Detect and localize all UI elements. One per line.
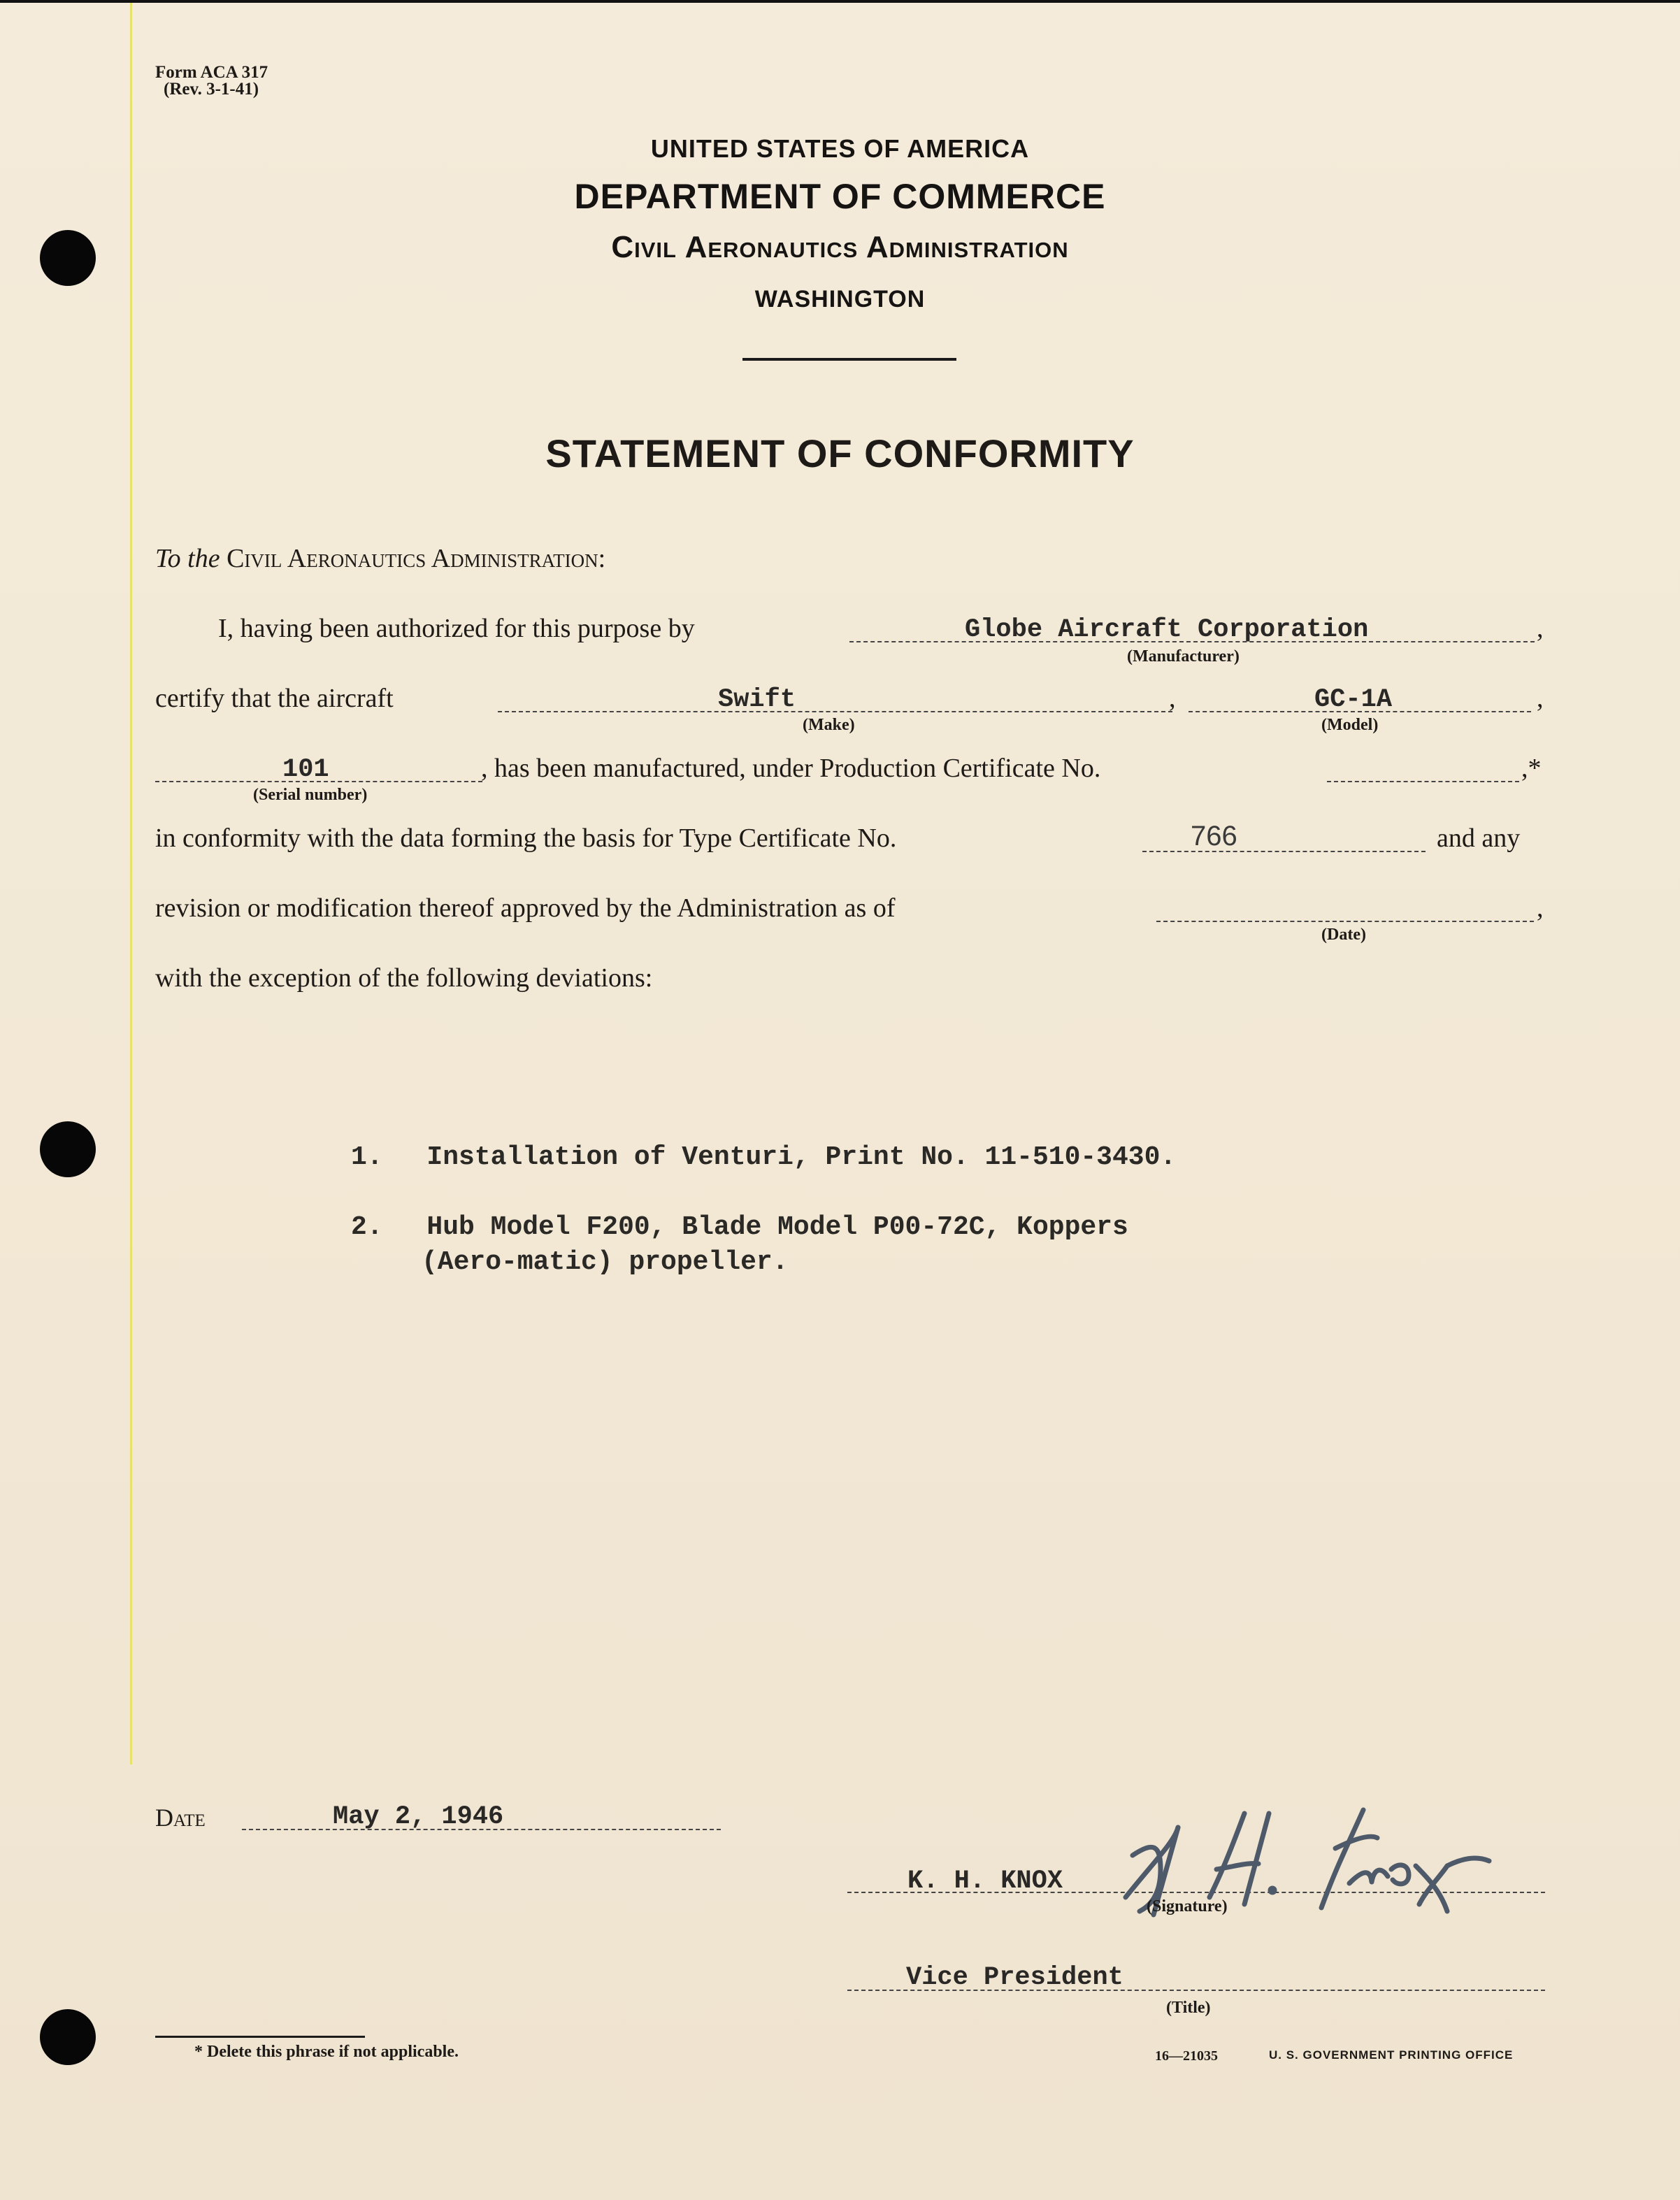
printer-name: U. S. GOVERNMENT PRINTING OFFICE	[1269, 2048, 1514, 2062]
header-city: WASHINGTON	[754, 286, 926, 312]
serial-number-field[interactable]: 101	[282, 755, 329, 784]
signer-title-field[interactable]: Vice President	[906, 1963, 1123, 1992]
deviation-number: 2.	[351, 1212, 383, 1242]
revision-text: revision or modification thereof approved by the Administration as of	[155, 893, 896, 923]
model-caption: (Model)	[1321, 716, 1379, 734]
signature-caption: (Signature)	[1147, 1897, 1228, 1915]
make-field-line	[498, 711, 1172, 712]
production-certificate-field[interactable]	[1327, 781, 1519, 782]
salutation-colon: :	[598, 544, 606, 573]
comma: ,	[1169, 684, 1176, 713]
header-agency: Civil Aeronautics Administration	[611, 230, 1069, 264]
margin-line	[130, 3, 132, 1764]
approval-date-field[interactable]	[1156, 921, 1534, 922]
deviation-number: 1.	[351, 1142, 383, 1172]
salutation	[155, 543, 605, 574]
manufacturer-caption: (Manufacturer)	[1127, 647, 1240, 666]
title-caption: (Title)	[1166, 1999, 1211, 2017]
date-caption: (Date)	[1321, 926, 1366, 944]
comma: ,	[1537, 614, 1544, 643]
header-divider	[742, 358, 956, 361]
deviation-item	[351, 1210, 1128, 1245]
and-any-text: and any	[1437, 824, 1521, 853]
comma: ,	[1537, 684, 1544, 713]
model-field[interactable]: GC-1A	[1314, 685, 1393, 714]
comma: ,	[1537, 893, 1544, 923]
deviation-text: Installation of Venturi, Print No. 11-510-3430.	[426, 1142, 1177, 1172]
form-number	[155, 64, 268, 98]
authorization-text: I, having been authorized for this purpose by	[218, 614, 695, 643]
footnote: * Delete this phrase if not applicable.	[194, 2043, 459, 2061]
deviation-text: Hub Model F200, Blade Model P00-72C, Koppers	[426, 1212, 1128, 1242]
punch-hole-icon	[40, 1121, 96, 1177]
salutation-prefix: To the	[155, 544, 220, 573]
typed-name: K. H. KNOX	[907, 1867, 1063, 1896]
form-number-text: Form ACA 317	[155, 63, 268, 82]
punch-hole-icon	[40, 2009, 96, 2065]
form-revision: (Rev. 3-1-41)	[164, 80, 259, 99]
print-code: 16—21035	[1155, 2048, 1218, 2064]
make-caption: (Make)	[803, 716, 855, 734]
date-label: Date	[155, 1804, 206, 1832]
manufactured-text: , has been manufactured, under Production Certificate No.	[481, 754, 1101, 783]
header-department: DEPARTMENT OF COMMERCE	[574, 177, 1106, 216]
asterisk-mark: ,*	[1521, 754, 1542, 783]
manufacturer-field[interactable]: Globe Aircraft Corporation	[965, 615, 1369, 645]
deviation-item	[351, 1140, 1176, 1175]
type-certificate-field[interactable]: 766	[1191, 821, 1237, 851]
signing-date-field[interactable]: May 2, 1946	[333, 1802, 504, 1832]
serial-caption: (Serial number)	[253, 786, 368, 804]
footnote-divider	[155, 2036, 365, 2038]
conformity-text: in conformity with the data forming the basis for Type Certificate No.	[155, 824, 897, 853]
page-title: STATEMENT OF CONFORMITY	[545, 431, 1135, 475]
deviation-text-continued: (Aero-matic) propeller.	[422, 1247, 789, 1277]
type-certificate-field-line	[1142, 851, 1426, 852]
salutation-addressee: Civil Aeronautics Administration	[227, 544, 598, 573]
header-country: UNITED STATES OF AMERICA	[650, 134, 1030, 163]
certify-text: certify that the aircraft	[155, 684, 394, 713]
deviations-intro: with the exception of the following deviations:	[155, 963, 653, 993]
make-field[interactable]: Swift	[718, 685, 796, 714]
